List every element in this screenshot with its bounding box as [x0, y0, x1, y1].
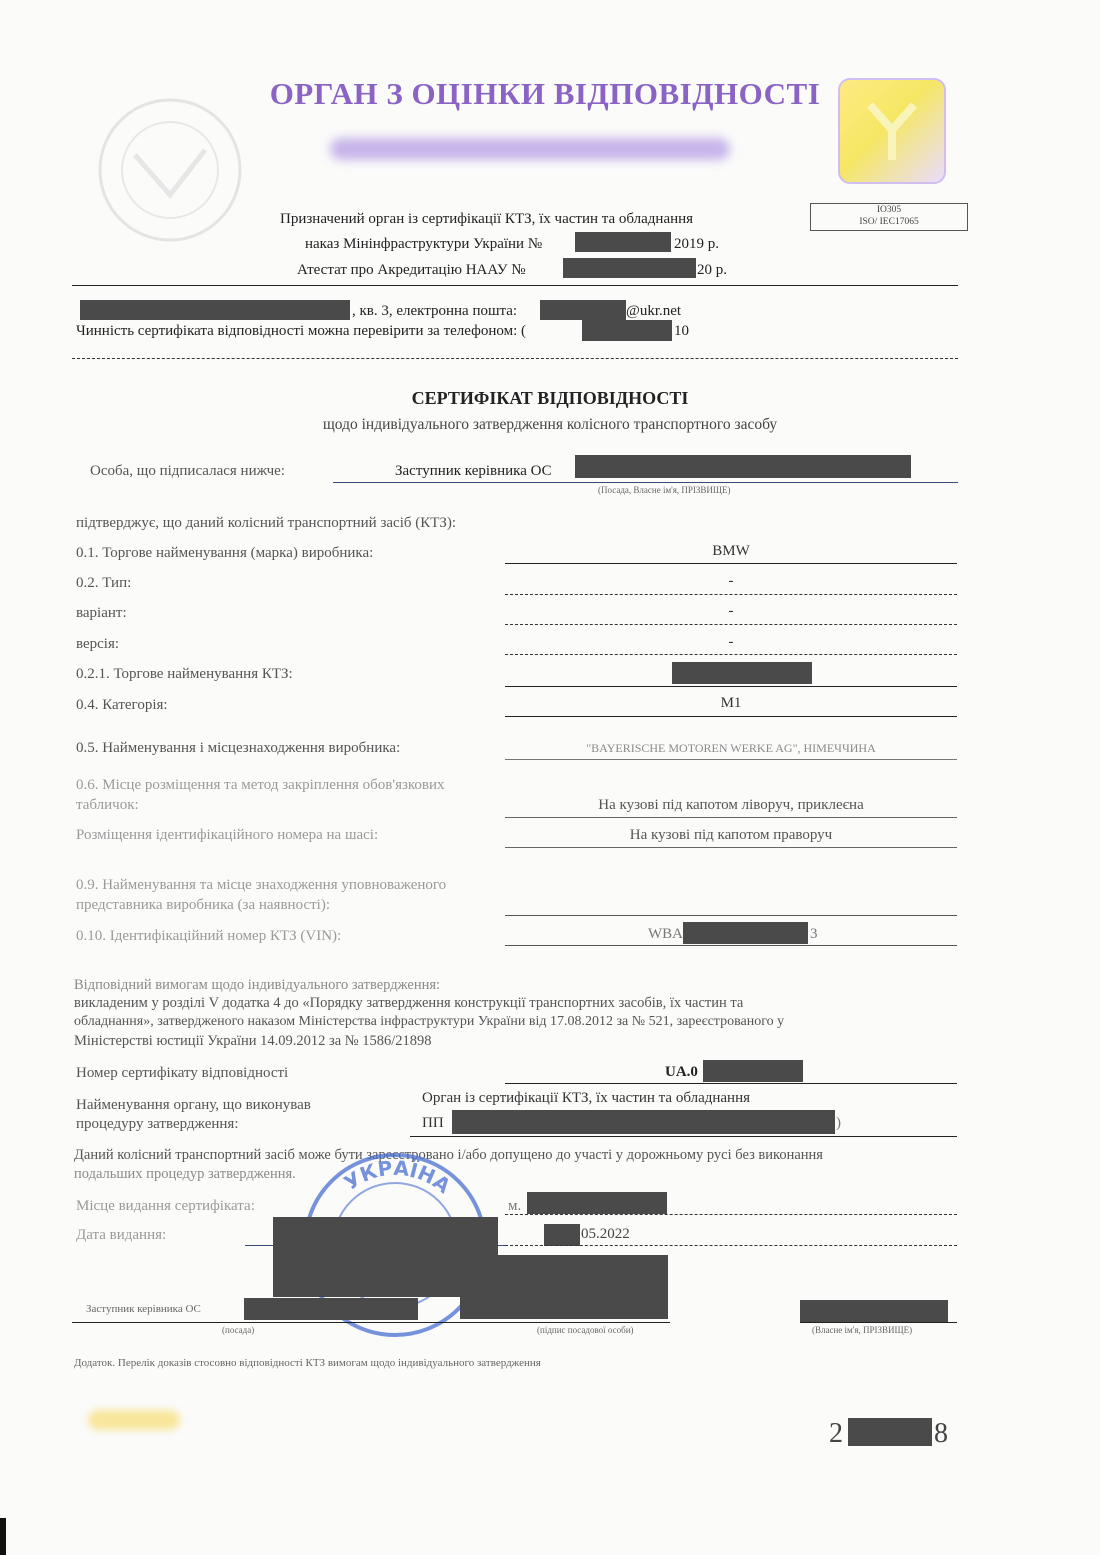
signature-rule-right: [800, 1322, 957, 1323]
stamp-text: УКРАЇНА: [339, 1155, 456, 1199]
field-label-category: 0.4. Категорія:: [76, 697, 168, 713]
badge-line-2: ISO/ IEC17065: [859, 217, 919, 227]
cert-number-rule: [505, 1083, 957, 1084]
scan-edge-mark: [0, 1518, 6, 1555]
redacted-signer-name: [575, 455, 911, 478]
field-value-version: -: [728, 634, 734, 650]
confirms-line: підтверджує, що даний колісний транспортний засіб (КТЗ):: [76, 515, 457, 531]
field-label-plates-2: табличок:: [76, 797, 139, 813]
field-rule-plates: [505, 817, 957, 818]
header-rule-2: [72, 358, 958, 359]
issue-date-label: Дата видання:: [76, 1227, 167, 1243]
field-value-category: M1: [720, 695, 742, 711]
field-rule-vin-location: [505, 847, 957, 848]
compliance-line-2: викладеним у розділі V додатка 4 до «Порядку затвердження конструкції транспортних засобів, їх частин та: [74, 995, 744, 1011]
field-value-type: -: [728, 573, 734, 589]
body-label-2: процедуру затвердження:: [76, 1116, 239, 1132]
field-label-vin-location: Розміщення ідентифікаційного номера на шасі:: [76, 827, 379, 843]
yellow-mark: [88, 1410, 180, 1430]
redacted-address: [80, 300, 350, 320]
header-line-3-suffix: 20 р.: [697, 262, 727, 278]
hologram-sticker: [838, 78, 946, 184]
signature-rule-middle: [470, 1322, 670, 1323]
redacted-email: [540, 300, 626, 320]
redacted-issue-city: [527, 1192, 667, 1214]
body-line-2-suffix: ): [836, 1115, 841, 1131]
title-blur-band: [330, 138, 730, 160]
caption-position: (посада): [222, 1325, 255, 1335]
redacted-signer-position: [244, 1298, 418, 1320]
field-rule-make: [505, 563, 957, 564]
issue-place-rule: [505, 1214, 957, 1215]
field-label-representative: 0.9. Найменування та місце знаходження уповноваженого: [76, 877, 447, 893]
field-label-plates: 0.6. Місце розміщення та метод закріплення обов'язкових: [76, 777, 445, 793]
issue-date-value: 05.2022: [581, 1226, 630, 1242]
body-line-1: Орган із сертифікації КТЗ, їх частин та обладнання: [422, 1090, 751, 1106]
field-value-manufacturer: "BAYERISCHE MOTOREN WERKE AG", НІМЕЧЧИНА: [586, 741, 876, 755]
field-value-vin: WBA: [648, 926, 683, 942]
serial-suffix: 8: [934, 1418, 948, 1449]
signer-rule: [333, 482, 958, 483]
cert-number-label: Номер сертифікату відповідності: [76, 1065, 289, 1081]
field-label-model: 0.2.1. Торгове найменування КТЗ:: [76, 666, 293, 682]
field-label-vin: 0.10. Ідентифікаційний номер КТЗ (VIN):: [76, 928, 342, 944]
organ-title: ОРГАН З ОЦІНКИ ВІДПОВІДНОСТІ: [269, 76, 821, 111]
header-line-1: Призначений орган із сертифікації КТЗ, їх частин та обладнання: [280, 211, 694, 227]
caption-signature: (підпис посадової особи): [537, 1325, 634, 1335]
redacted-accreditation-number: [563, 258, 696, 278]
field-rule-variant: [505, 624, 957, 625]
watermark-seal-icon: [95, 95, 245, 245]
header-line-2: наказ Мінінфраструктури України №: [305, 236, 543, 252]
address-line: , кв. 3, електронна пошта:: [352, 303, 518, 319]
appendix-line: Додаток. Перелік доказів стосовно відповідності КТЗ вимогам щодо індивідуального затвердження: [74, 1357, 541, 1369]
issue-place-label: Місце видання сертифіката:: [76, 1198, 255, 1214]
compliance-line-3: обладнання», затвердженого наказом Міністерства інфраструктури України від 17.08.2012 за № 521, зареєстрованого у: [74, 1014, 785, 1029]
signer-label: Особа, що підписалася нижче:: [90, 463, 285, 479]
redacted-issue-day: [544, 1224, 580, 1246]
redacted-order-number: [575, 232, 671, 252]
body-line-2: ПП: [422, 1115, 444, 1131]
redacted-cert-number: [703, 1060, 803, 1082]
redacted-vin: [683, 922, 808, 944]
body-label: Найменування органу, що виконував: [76, 1097, 311, 1113]
header-line-3: Атестат про Акредитацію НААУ №: [297, 262, 526, 278]
registration-line-1: Даний колісний транспортний засіб може бути зареєстровано і/або допущено до участі у дорожньому русі без виконання: [74, 1147, 823, 1163]
registration-line-2: подальших процедур затвердження.: [74, 1166, 296, 1182]
email-suffix: @ukr.net: [626, 303, 682, 319]
field-label-variant: варіант:: [76, 605, 127, 621]
field-rule-vin: [505, 945, 957, 946]
compliance-line-1: Відповідний вимогам щодо індивідуального затвердження:: [74, 977, 441, 993]
field-rule-version: [505, 654, 957, 655]
field-value-plates: На кузові під капотом ліворуч, приклеєна: [598, 797, 864, 813]
header-line-2-suffix: 2019 р.: [674, 236, 719, 252]
serial-prefix: 2: [829, 1418, 843, 1449]
field-value-vin-location: На кузові під капотом праворуч: [629, 827, 833, 843]
redacted-serial: [848, 1418, 932, 1446]
field-rule-type: [505, 594, 957, 595]
field-label-type: 0.2. Тип:: [76, 575, 132, 591]
field-value-make: BMW: [712, 543, 750, 559]
issue-date-rule: [505, 1245, 957, 1246]
field-rule-manufacturer: [505, 759, 957, 760]
redacted-model-name: [672, 662, 812, 684]
caption-name: (Власне ім'я, ПРІЗВИЩЕ): [812, 1325, 913, 1335]
signature-position: Заступник керівника ОС: [86, 1303, 201, 1315]
redacted-body-name: [452, 1110, 835, 1134]
field-label-version: версія:: [76, 636, 120, 652]
redacted-phone: [582, 320, 672, 341]
phone-suffix: 10: [674, 323, 689, 339]
field-label-representative-2: представника виробника (за наявності):: [76, 897, 330, 913]
body-rule: [410, 1136, 957, 1137]
certificate-title: СЕРТИФІКАТ ВІДПОВІДНОСТІ: [411, 388, 689, 408]
signature-rule-left: [72, 1322, 470, 1323]
field-label-make: 0.1. Торгове найменування (марка) виробника:: [76, 545, 374, 561]
field-rule-model: [505, 686, 957, 687]
redacted-signature-area: [460, 1255, 668, 1319]
badge-line-1: ІО305: [876, 205, 902, 215]
signer-caption: (Посада, Власне ім'я, ПРІЗВИЩЕ): [598, 485, 731, 495]
compliance-line-4: Міністерстві юстиції України 14.09.2012 за № 1586/21898: [74, 1033, 432, 1049]
field-label-manufacturer: 0.5. Найменування і місцезнаходження виробника:: [76, 740, 401, 756]
certificate-subtitle: щодо індивідуального затвердження колісного транспортного засобу: [322, 416, 778, 433]
accreditation-badge: [810, 203, 968, 231]
field-rule-category: [505, 716, 957, 717]
issue-place-value: м.: [508, 1198, 522, 1214]
check-line: Чинність сертифіката відповідності можна перевірити за телефоном: (: [76, 323, 526, 339]
field-rule-representative: [505, 915, 957, 916]
signer-value: Заступник керівника ОС: [395, 463, 552, 479]
hologram-logo-icon: [840, 80, 944, 182]
field-value-variant: -: [728, 603, 734, 619]
redacted-signer-fullname: [800, 1300, 948, 1323]
header-rule-1: [72, 285, 958, 286]
field-value-vin-suffix: 3: [810, 926, 818, 942]
cert-number-value: UA.0: [665, 1064, 698, 1080]
